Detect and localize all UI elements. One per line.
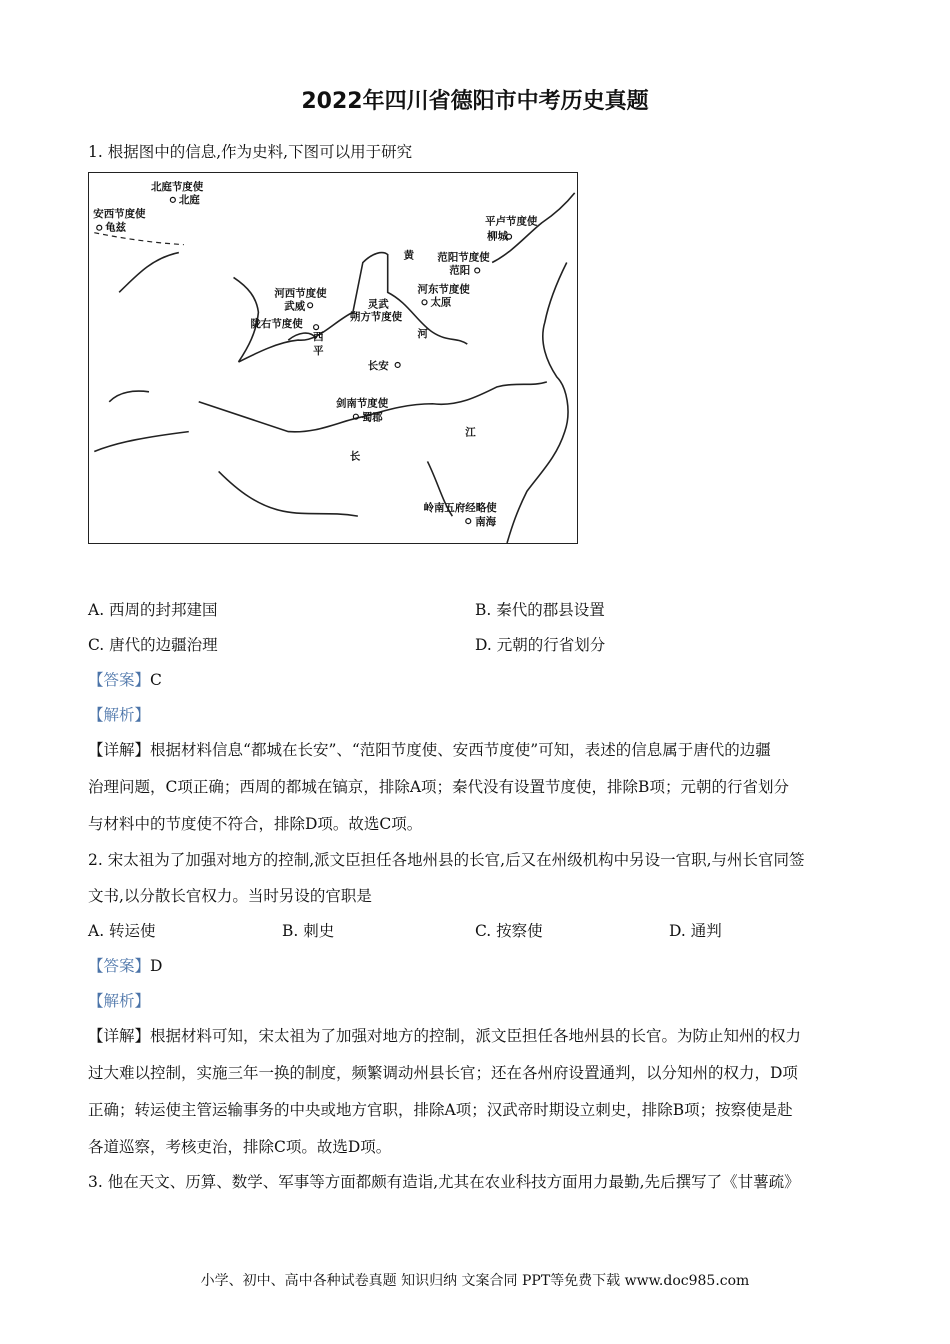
label-hedong: 河东节度使 [417, 283, 470, 296]
label-huang: 黄 [403, 249, 415, 262]
q1-answer-tag: 【答案】 [88, 671, 151, 689]
label-lingwu: 灵武 [367, 298, 389, 311]
label-fanyang-city: 范阳 [449, 264, 471, 277]
q2-option-b: B. 刺史 [282, 922, 335, 940]
label-pinglu-city: 柳城 [487, 230, 509, 243]
label-anxi: 安西节度使 [93, 207, 146, 220]
q1-detail-text-1: 根据材料信息“都城在长安”、“范阳节度使、安西节度使”可知，表述的信息属于唐代的边疆 [150, 741, 771, 759]
q1-detail-line-1 [88, 740, 868, 760]
q2-detail-text-1: 根据材料可知，宋太祖为了加强对地方的控制，派文臣担任各地州县的长官。为防止知州的权力 [150, 1027, 802, 1045]
q2-detail-line-3: 正确；转运使主管运输事务的中央或地方官职，排除A项；汉武帝时期设立刺史，排除B项；按察使是赴 [88, 1101, 793, 1119]
label-jiang: 江 [465, 426, 476, 439]
label-xi: 西 [313, 331, 324, 344]
q1-stem: 1. 根据图中的信息,作为史料,下图可以用于研究 [88, 143, 413, 161]
q1-analysis-row [88, 705, 868, 725]
q2-option-a: A. 转运使 [88, 922, 156, 940]
label-fanyang: 范阳节度使 [437, 251, 490, 264]
q1-answer: C [150, 671, 162, 689]
label-anxi-city: 龟兹 [105, 221, 127, 234]
label-beiting: 北庭节度使 [150, 180, 204, 193]
q2-answer-row [88, 956, 868, 976]
q1-option-c: C. 唐代的边疆治理 [88, 636, 218, 654]
label-he: 河 [417, 328, 428, 341]
label-lingnan-city: 南海 [475, 516, 497, 529]
q1-detail-line-2: 治理问题，C项正确；西周的都城在镐京，排除A项；秦代没有设置节度使，排除B项；元朝的行省划分 [88, 778, 789, 796]
q2-option-d: D. 通判 [669, 922, 722, 940]
q2-stem-1: 2. 宋太祖为了加强对地方的控制,派文臣担任各地州县的长官,后又在州级机构中另设一官职,与州长官同签 [88, 851, 805, 869]
tang-map [88, 172, 578, 544]
q2-detail-line-1 [88, 1026, 868, 1046]
label-hedong-city: 太原 [430, 296, 452, 309]
q2-detail-tag: 【详解】 [88, 1027, 151, 1045]
label-hexi-city: 武威 [284, 300, 306, 313]
q1-detail-line-3: 与材料中的节度使不符合，排除D项。故选C项。 [88, 815, 423, 833]
q2-detail-line-2: 过大难以控制，实施三年一换的制度，频繁调动州县长官；还在各州府设置通判，以分知州的权力，D项 [88, 1064, 798, 1082]
label-changan: 长安 [367, 359, 389, 372]
q3-stem: 3. 他在天文、历算、数学、军事等方面都颇有造诣,尤其在农业科技方面用力最勤,先后撰写了《甘薯疏》 [88, 1173, 800, 1191]
q1-option-a: A. 西周的封邦建国 [88, 601, 218, 619]
q1-detail-tag: 【详解】 [88, 741, 151, 759]
map-svg [89, 173, 577, 543]
q1-analysis-tag: 【解析】 [88, 706, 151, 724]
q1-option-d: D. 元朝的行省划分 [475, 636, 606, 654]
label-hexi: 河西节度使 [274, 287, 327, 300]
page-title: 2022年四川省德阳市中考历史真题 [301, 89, 649, 114]
q1-option-b: B. 秦代的郡县设置 [475, 601, 605, 619]
q2-detail-line-4: 各道巡察，考核吏治，排除C项。故选D项。 [88, 1138, 392, 1156]
label-pinglu: 平卢节度使 [485, 215, 538, 228]
q2-answer-tag: 【答案】 [88, 957, 151, 975]
label-lingnan: 岭南五府经略使 [423, 502, 497, 515]
label-chang: 长 [349, 450, 361, 463]
q2-answer: D [150, 957, 163, 975]
label-jiannan-city: 蜀郡 [361, 411, 383, 424]
page-footer: 小学、初中、高中各种试卷真题 知识归纳 文案合同 PPT等免费下载 www.doc985.com [200, 1273, 750, 1289]
q1-answer-row [88, 670, 868, 690]
label-beiting-city: 北庭 [178, 193, 200, 206]
label-jiannan: 剑南节度使 [335, 397, 389, 410]
q2-analysis-tag: 【解析】 [88, 992, 151, 1010]
label-shuofang: 朔方节度使 [349, 311, 403, 324]
q2-option-c: C. 按察使 [475, 922, 543, 940]
q2-stem-2: 文书,以分散长官权力。当时另设的官职是 [88, 887, 372, 905]
label-ping: 平 [313, 345, 324, 358]
q2-analysis-row [88, 991, 868, 1011]
label-longyou: 陇右节度使 [250, 318, 303, 331]
